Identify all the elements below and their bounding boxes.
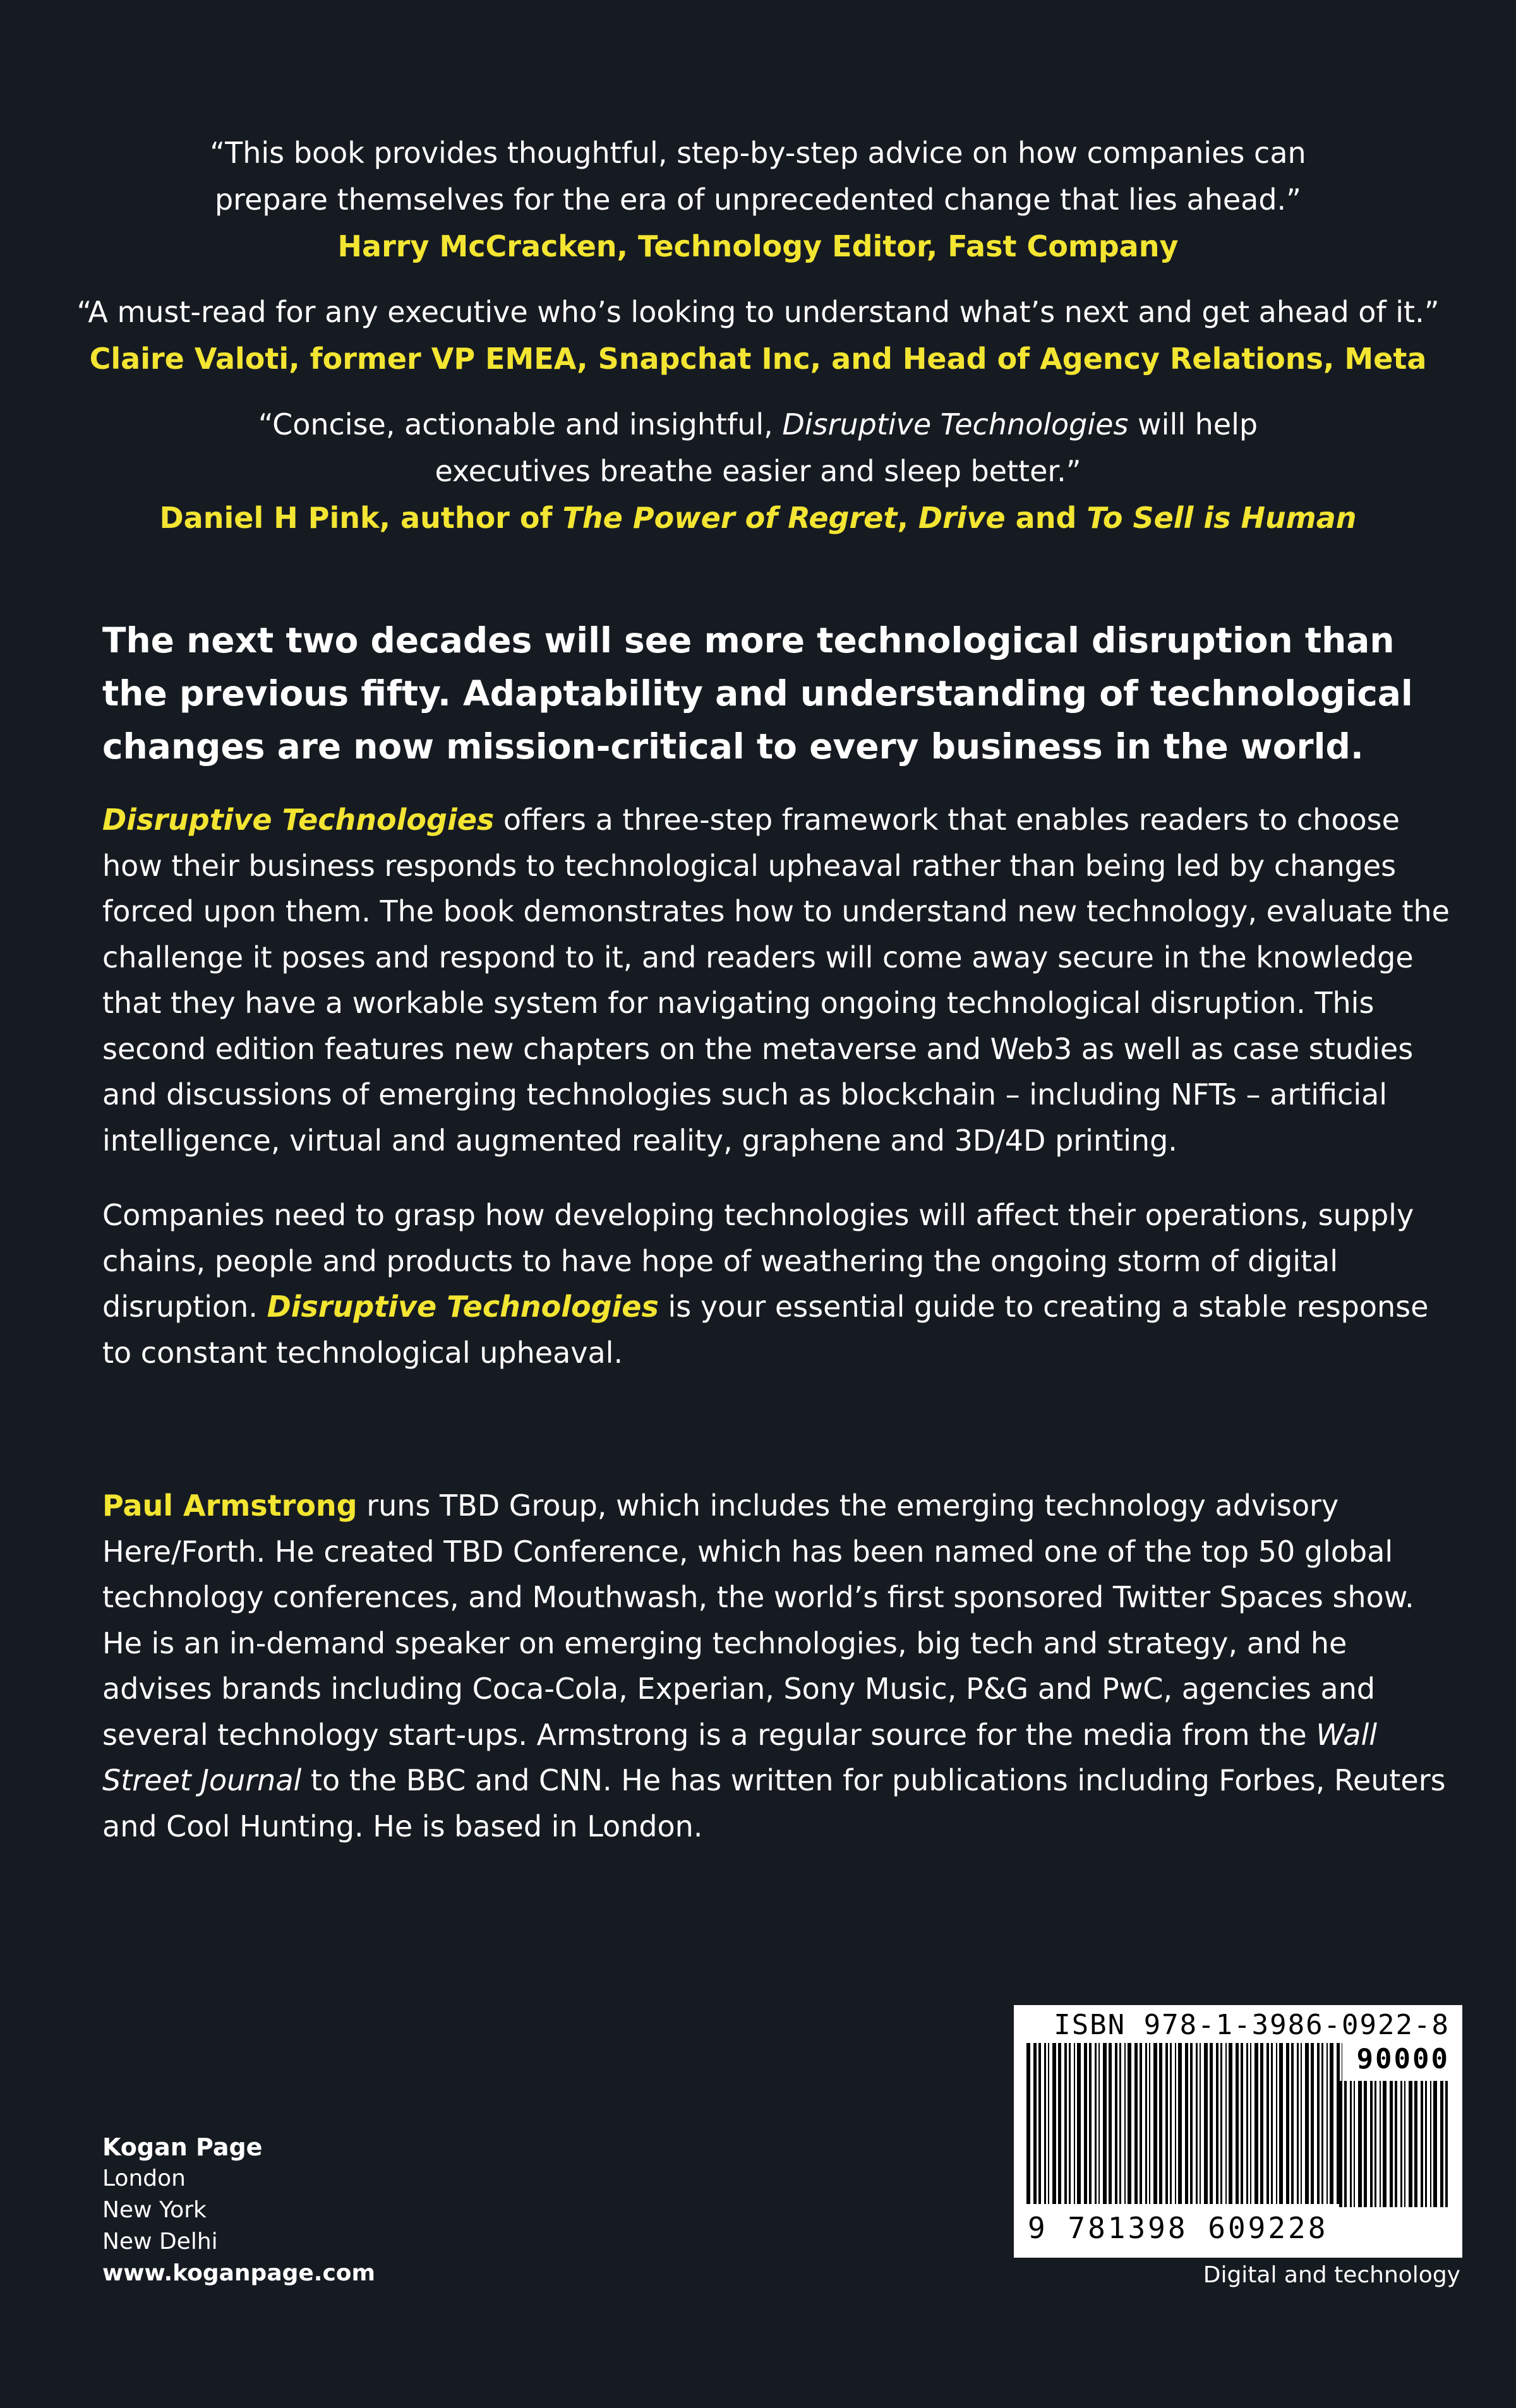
publisher-website: www.koganpage.com [102,2260,376,2286]
attribution-part: Daniel H Pink, author of [159,501,563,535]
book-title: Disruptive Technologies [267,1290,659,1324]
book-title: Disruptive Technologies [782,407,1129,441]
publisher-city: New Delhi [102,2229,218,2255]
book-title: To Sell is Human [1086,501,1357,535]
book-title: The Power of Regret [562,501,898,535]
paragraph-text: offers a three-step framework that enables readers to choose how their business responds to technological upheaval rather than being led by changes forced upon them. The book demonstrates how to understand new technology, evaluate the challenge it poses and respond to it, and readers will come away secure in the knowledge that they have a workable system for navigating ongoing technological disruption. This second edition features new chapters on the metaverse and Web3 as well as case studies and discussions of emerging technologies such as blockchain – including NFTs – artificial intelligence, virtual and augmented reality, graphene and 3D/4D printing. [102,803,1450,1158]
paragraph-text: Companies need to grasp how developing technologies will affect their operations, supply chains, people and products to have hope of weathering the ongoing storm of digital disruption. [102,1198,1414,1324]
lead-paragraph: The next two decades will see more technological disruption than the previous fifty. Adaptability and understanding of technological changes are now mission-critical to every business in the world. [102,620,1413,767]
book-title: Disruptive Technologies [102,803,495,837]
quote-text-line: prepare themselves for the era of unprecedented change that lies ahead.” [214,183,1302,217]
blurb [102,614,1460,1878]
attribution-part: , [897,501,918,535]
quote-text-line: “A must-read for any executive who’s looking to understand what’s next and get ahead of it.” [76,295,1440,329]
quote-mccracken [0,129,1516,270]
barcode-digits: 9 781398 609228 [1028,2211,1328,2245]
quote-text-part: “Concise, actionable and insightful, [258,407,783,441]
author-name: Paul Armstrong [102,1489,358,1523]
quote-pink [0,401,1516,541]
quote-text-line: “This book provides thoughtful, step-by-step advice on how companies can [210,136,1306,170]
quote-attribution [0,494,1516,541]
quote-text-line: executives breathe easier and sleep better.” [435,454,1081,488]
publisher-city: New York [102,2197,207,2223]
quote-attribution: Claire Valoti, former VP EMEA, Snapchat Inc, and Head of Agency Relations, Meta [89,342,1427,376]
quote-text-part: will help [1128,407,1258,441]
description-paragraph [102,797,1460,1163]
publisher-city: London [102,2165,186,2191]
quote-attribution: Harry McCracken, Technology Editor, Fast Company [337,229,1179,263]
bio-text: to the BBC and CNN. He has written for publications including Forbes, Reuters and Cool Hunting. He is based in London. [102,1763,1446,1843]
bio-text: runs TBD Group, which includes the emerging technology advisory Here/Forth. He created TBD Conference, which has been named one of the top 50 global technology conferences, and Mouthwash, the world’s first sponsored Twitter Spaces show. He is an in-demand speaker on emerging technologies, big tech and strategy, and he advises brands including Coca-Cola, Experian, Sony Music, P&G and PwC, agencies and several technology start-ups. Armstrong is a regular source for the media from the [102,1489,1414,1752]
description-paragraph [102,1192,1460,1375]
quote-valoti [0,289,1516,382]
publisher-info [102,2131,375,2289]
isbn-label: ISBN 978-1-3986-0922-8 [1054,2009,1450,2041]
attribution-part: and [1005,501,1087,535]
endorsements [0,129,1516,560]
paragraph-text: is your essential guide to creating a stable response to constant technological upheaval. [102,1290,1429,1370]
publisher-name: Kogan Page [102,2133,263,2161]
price-barcode-bars-icon [1339,2081,1450,2207]
book-title: Drive [918,501,1006,535]
book-category: Digital and technology [1203,2262,1460,2288]
publication-title: Wall Street Journal [102,1717,1378,1797]
barcode-bars-icon [1026,2043,1342,2204]
author-bio [102,1483,1460,1849]
isbn-barcode [1014,2005,1462,2258]
price-code: 90000 [1356,2043,1450,2075]
